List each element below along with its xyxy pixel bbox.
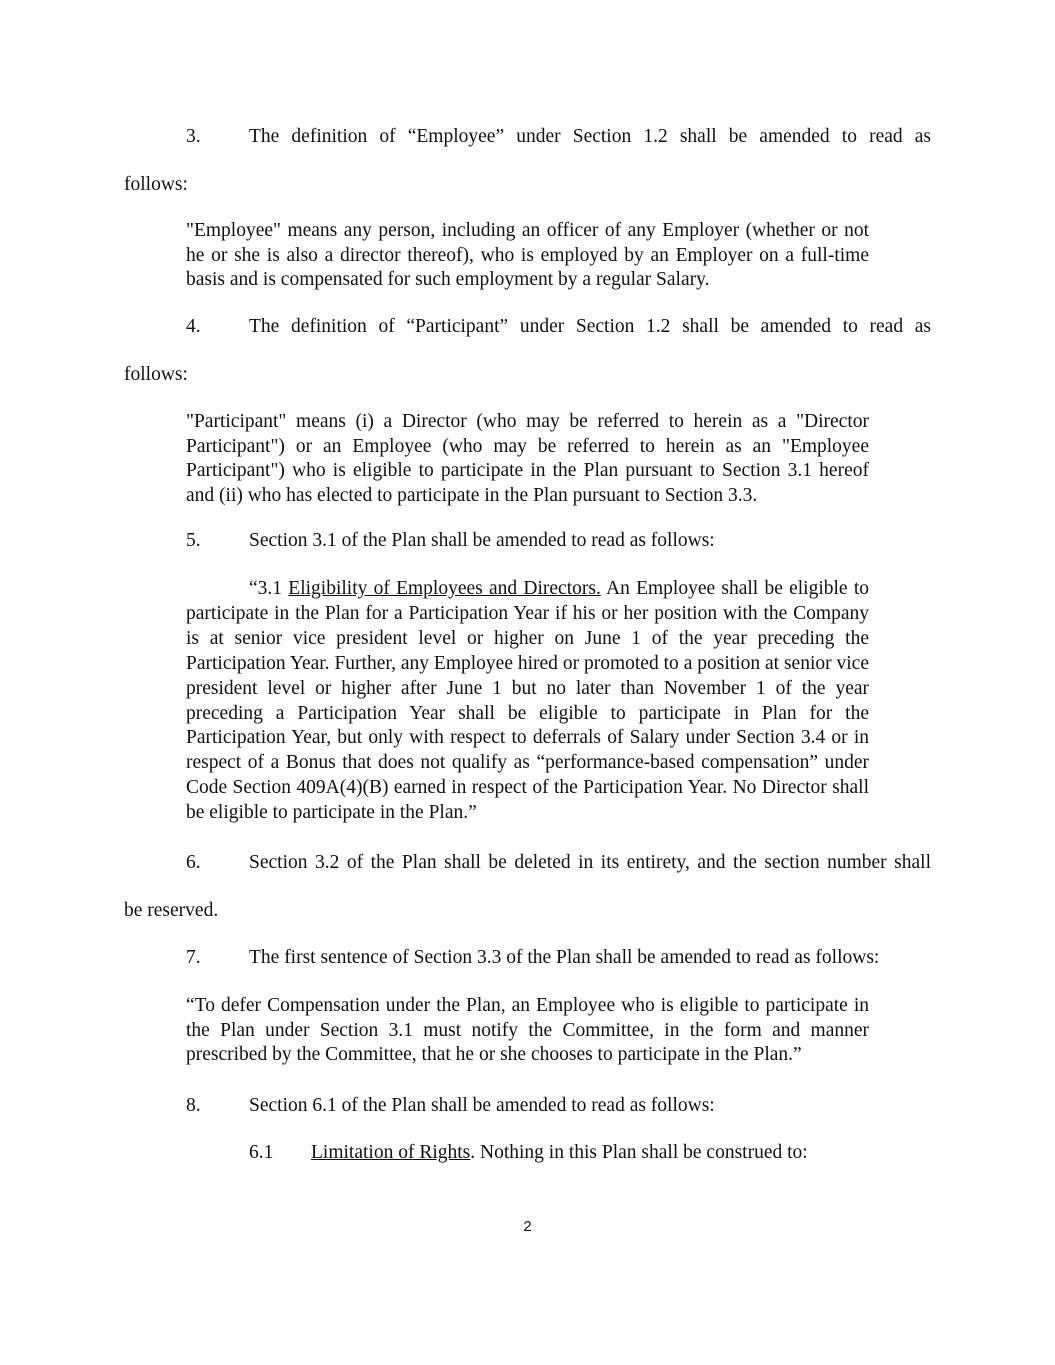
item-5-quote-prefix: “3.1 [249, 578, 289, 599]
item-7-lead: The first sentence of Section 3.3 of the Plan shall be amended to read as follows: [249, 947, 880, 968]
item-5-lead: Section 3.1 of the Plan shall be amended to read as follows: [249, 530, 715, 551]
item-8-sub-text: . Nothing in this Plan shall be construed to: [470, 1142, 808, 1163]
item-8-sub-number: 6.1 [249, 1142, 274, 1163]
page-number: 2 [523, 1218, 532, 1235]
item-8-number: 8. [186, 1095, 201, 1116]
item-5-quote-heading: Eligibility of Employees and Directors. [288, 578, 601, 599]
item-8-sub-clause [311, 1141, 808, 1165]
item-4-continuation: follows: [124, 364, 188, 385]
item-8-lead: Section 6.1 of the Plan shall be amended to read as follows: [249, 1095, 715, 1116]
item-7-number: 7. [186, 947, 201, 968]
item-3-number: 3. [186, 126, 201, 147]
item-6-continuation: be reserved. [124, 900, 219, 921]
item-5-quote-body: An Employee shall be eligible to participate in the Plan for a Participation Year if his or her position with the Company is at senior vice president level or higher on June 1 of the year preceding the Participation Year. Further, any Employee hired or promoted to a position at senior vice president level or higher after June 1 but no later than November 1 of the year preceding a Participation Year shall be eligible to participate in Plan for the Participation Year, but only with respect to deferrals of Salary under Section 3.4 or in respect of a Bonus that does not qualify as “performance-based compensation” under Code Section 409A(4)(B) earned in respect of the Participation Year. No Director shall be eligible to participate in the Plan.” [186, 578, 869, 824]
item-7-quote: “To defer Compensation under the Plan, an Employee who is eligible to participate in the Plan under Section 3.1 must notify the Committee, in the form and manner prescribed by the Committee, that he or she chooses to participate in the Plan.” [186, 995, 869, 1066]
item-4-quote: "Participant" means (i) a Director (who may be referred to herein as a "Director Participant") or an Employee (who may be referred to herein as an "Employee Participant") who is eligible to participate in the Plan pursuant to Section 3.1 hereof and (ii) who has elected to participate in the Plan pursuant to Section 3.3. [186, 411, 869, 506]
item-5-quote [186, 577, 869, 826]
item-6-number: 6. [186, 852, 201, 873]
item-3-lead: The definition of “Employee” under Section 1.2 shall be amended to read as [249, 126, 931, 147]
item-4-lead: The definition of “Participant” under Section 1.2 shall be amended to read as [249, 316, 931, 337]
item-3-continuation: follows: [124, 174, 188, 195]
item-4-number: 4. [186, 316, 201, 337]
item-3-quote: "Employee" means any person, including an officer of any Employer (whether or not he or she is also a director thereof), who is employed by an Employer on a full-time basis and is compensated for such employment by a regular Salary. [186, 220, 869, 291]
item-6-lead: Section 3.2 of the Plan shall be deleted in its entirety, and the section number shall [249, 852, 931, 873]
item-5-number: 5. [186, 530, 201, 551]
item-8-sub-heading: Limitation of Rights [311, 1142, 471, 1163]
